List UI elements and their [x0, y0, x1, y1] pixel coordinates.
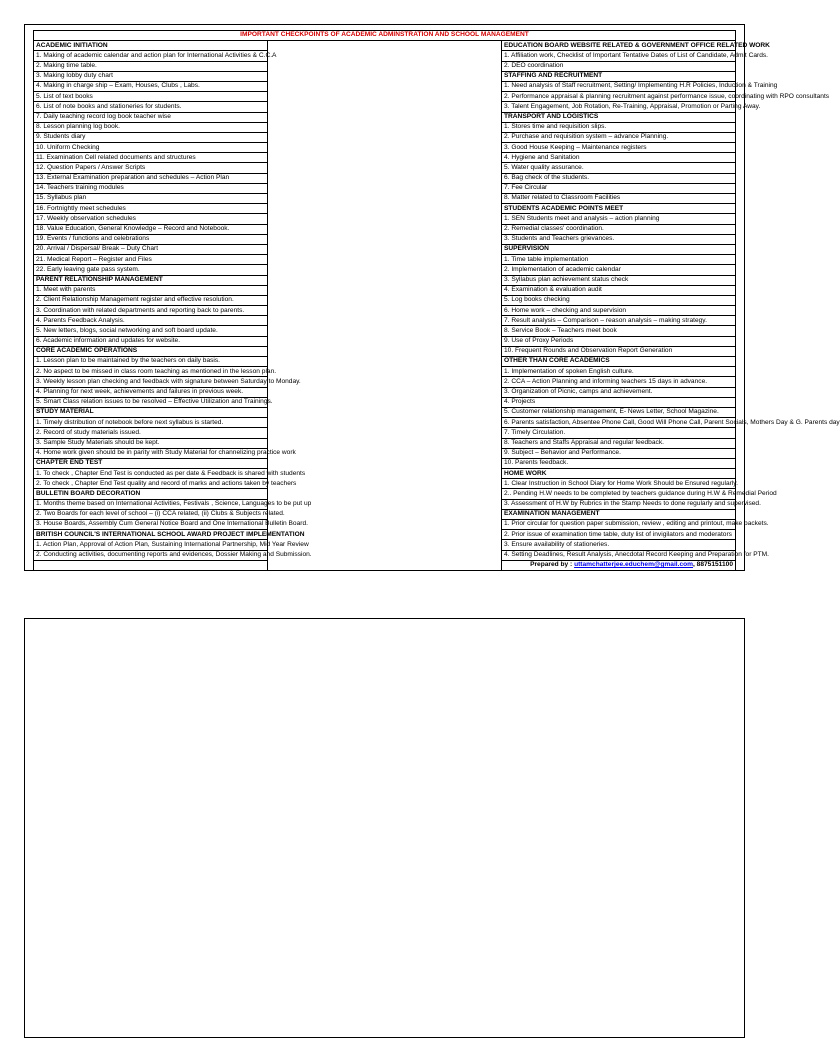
column-gap [268, 204, 502, 214]
column-gap [268, 265, 502, 275]
table-row [34, 469, 736, 479]
column-gap [268, 214, 502, 224]
checkpoint-item: 1. Need analysis of Staff recruitment, Setting/ Implementing H.R Policies, Induction & Training [502, 81, 736, 91]
table-row [34, 255, 736, 265]
column-gap [268, 143, 502, 153]
section-heading: STAFFING AND RECRUITMENT [502, 71, 736, 81]
table-row [34, 448, 736, 458]
table-row [34, 143, 736, 153]
table-row [34, 285, 736, 295]
checkpoint-item: 6. Parents satisfaction, Absentee Phone Call, Good Will Phone Call, Parent Socials, Mothers Day & G. Parents day [502, 418, 736, 428]
document-page-1 [24, 24, 840, 571]
checkpoint-item: 4. Home work given should be in parity with Study Material for channelizing practice work [34, 448, 268, 458]
checkpoint-item: 10. Frequent Rounds and Observation Report Generation [502, 346, 736, 356]
table-row [34, 244, 736, 254]
table-row [34, 458, 736, 468]
table-row [34, 540, 736, 550]
column-gap [268, 112, 502, 122]
checkpoint-item: 5. Smart Class relation issues to be resolved – Effective Utilization and Trainings. [34, 397, 268, 407]
checkpoint-item: 2. Conducting activities, documenting reports and evidences, Dossier Making and Submission. [34, 550, 268, 560]
column-gap [268, 183, 502, 193]
author-phone: , 8875151100 [693, 561, 733, 569]
checkpoint-item: 7. Daily teaching record log book teacher wise [34, 112, 268, 122]
checkpoint-item: 1. Lesson plan to be maintained by the teachers on daily basis. [34, 357, 268, 367]
checkpoint-item: 1. Making of academic calendar and action plan for International Activities & C.C.A [34, 51, 268, 61]
column-gap [268, 102, 502, 112]
checkpoint-item: 3. Sample Study Materials should be kept. [34, 438, 268, 448]
table-row [34, 112, 736, 122]
checkpoint-item: 7. Timely Circulation. [502, 428, 736, 438]
checkpoint-item: 2. Implementation of academic calendar [502, 265, 736, 275]
column-gap [268, 41, 502, 51]
checkpoint-item: 4. Making in charge ship – Exam, Houses, Clubs , Labs. [34, 81, 268, 91]
checkpoint-item: 6. List of note books and stationeries for students. [34, 102, 268, 112]
table-row [34, 71, 736, 81]
checkpoint-item: 2. Remedial classes' coordination. [502, 224, 736, 234]
checkpoint-item: 13. External Examination preparation and schedules – Action Plan [34, 173, 268, 183]
checkpoint-item: 10. Parents feedback. [502, 458, 736, 468]
column-gap [268, 81, 502, 91]
checkpoint-item: 8. Matter related to Classroom Facilities [502, 194, 736, 204]
document-title: IMPORTANT CHECKPOINTS OF ACADEMIC ADMINSTRATION AND SCHOOL MANAGEMENT [34, 31, 736, 41]
checkpoint-item: 3. Students and Teachers grievances. [502, 234, 736, 244]
column-gap [268, 428, 502, 438]
table-row [34, 509, 736, 519]
checkpoint-item: 2. Prior issue of examination time table, duty list of invigilators and moderators [502, 530, 736, 540]
title-row [34, 31, 736, 41]
column-gap [268, 418, 502, 428]
checkpoint-item: 2. Record of study materials issued. [34, 428, 268, 438]
checkpoint-item: 7. Result analysis – Comparison – reason analysis – making strategy. [502, 316, 736, 326]
checkpoint-item: 2.. Pending H.W needs to be completed by teachers guidance during H.W & Remedial Period [502, 489, 736, 499]
column-gap [268, 71, 502, 81]
checkpoint-item: 18. Value Education, General Knowledge – Record and Notebook. [34, 224, 268, 234]
table-row [34, 265, 736, 275]
checkpoint-item: 9. Use of Proxy Periods [502, 336, 736, 346]
table-row [34, 428, 736, 438]
checkpoint-item: 15. Syllabus plan [34, 194, 268, 204]
checkpoint-item: 2. CCA – Action Planning and informing teachers 15 days in advance. [502, 377, 736, 387]
table-row [34, 479, 736, 489]
table-row [34, 520, 736, 530]
column-gap [268, 295, 502, 305]
column-gap [268, 285, 502, 295]
table-row [34, 102, 736, 112]
checkpoint-item: 1. Implementation of spoken English culture. [502, 367, 736, 377]
column-gap [268, 367, 502, 377]
checkpoint-item: 8. Teachers and Staffs Appraisal and regular feedback. [502, 438, 736, 448]
checkpoint-item: 1. Timely distribution of notebook before next syllabus is started. [34, 418, 268, 428]
checkpoint-item: 2. Two Boards for each level of school – (i) CCA related, (ii) Clubs & Subjects related. [34, 509, 268, 519]
table-row [34, 438, 736, 448]
column-gap [268, 346, 502, 356]
checkpoint-item: 16. Fortnightly meet schedules [34, 204, 268, 214]
column-gap [268, 244, 502, 254]
checkpoint-item: 1. Months theme based on International Activities, Festivals , Science, Languages to be put up [34, 499, 268, 509]
table-row [34, 81, 736, 91]
checkpoint-item: 11. Examination Cell related documents and structures [34, 153, 268, 163]
section-heading: STUDY MATERIAL [34, 407, 268, 417]
column-gap [268, 387, 502, 397]
column-gap [268, 357, 502, 367]
table-row [34, 183, 736, 193]
checkpoint-item: 2. Purchase and requisition system – advance Planning. [502, 132, 736, 142]
column-gap [268, 336, 502, 346]
checkpoint-item: 9. Students diary [34, 132, 268, 142]
table-row [34, 346, 736, 356]
table-row [34, 387, 736, 397]
prepared-by [502, 560, 736, 570]
table-row [34, 499, 736, 509]
checkpoints-table [33, 30, 840, 571]
table-row [34, 275, 736, 285]
section-heading: TRANSPORT AND LOGISTICS [502, 112, 736, 122]
checkpoint-item: 1. Stores time and requisition slips. [502, 122, 736, 132]
checkpoint-item: 6. Bag check of the students. [502, 173, 736, 183]
table-row [34, 326, 736, 336]
table-row [34, 61, 736, 71]
column-gap [268, 448, 502, 458]
column-gap [268, 163, 502, 173]
checkpoint-item: 19. Events / functions and celebrations [34, 234, 268, 244]
column-gap [268, 234, 502, 244]
table-row [34, 407, 736, 417]
checkpoint-item: 4. Planning for next week, achievements and failures in previous week. [34, 387, 268, 397]
author-email-link[interactable]: uttamchatterjee.educhem@gmail.com [574, 561, 694, 569]
checkpoint-item: 1. Time table implementation [502, 255, 736, 265]
column-gap [268, 173, 502, 183]
checkpoint-item: 3. Making lobby duty chart [34, 71, 268, 81]
checkpoint-item: 14. Teachers training modules [34, 183, 268, 193]
table-row [34, 51, 736, 61]
table-row [34, 295, 736, 305]
checkpoint-item: 9. Subject – Behavior and Performance. [502, 448, 736, 458]
checkpoint-item: 3. Organization of Picnic, camps and achievement. [502, 387, 736, 397]
table-row [34, 204, 736, 214]
table-row [34, 173, 736, 183]
checkpoint-item: 2. DEO coordination [502, 61, 736, 71]
table-row [34, 41, 736, 51]
table-row [34, 489, 736, 499]
checkpoint-item: 4. Hygiene and Sanitation [502, 153, 736, 163]
footer-empty-cell [34, 560, 268, 570]
table-row [34, 530, 736, 540]
section-heading: PARENT RELATIONSHIP MANAGEMENT [34, 275, 268, 285]
section-heading: CORE ACADEMIC OPERATIONS [34, 346, 268, 356]
table-row [34, 397, 736, 407]
checkpoint-item: 7. Fee Circular [502, 183, 736, 193]
checkpoint-item: 21. Medical Report – Register and Files [34, 255, 268, 265]
checkpoint-item: 4. Parents Feedback Analysis. [34, 316, 268, 326]
document-page-2 [24, 618, 745, 1038]
table-row [34, 550, 736, 560]
column-gap [268, 122, 502, 132]
column-gap [268, 407, 502, 417]
section-heading: BULLETIN BOARD DECORATION [34, 489, 268, 499]
column-gap [268, 489, 502, 499]
column-gap [268, 255, 502, 265]
checkpoint-item: 2. To check , Chapter End Test quality and record of marks and actions taken by teachers [34, 479, 268, 489]
table-row [34, 214, 736, 224]
table-row [34, 234, 736, 244]
table-row [34, 336, 736, 346]
footer-row [34, 560, 736, 570]
table-row [34, 153, 736, 163]
checkpoint-item: 3. Talent Engagement, Job Rotation, Re-Training, Appraisal, Promotion or Parting Away. [502, 102, 736, 112]
column-gap [268, 316, 502, 326]
checkpoint-item: 3. Weekly lesson plan checking and feedback with signature between Saturday to Monday. [34, 377, 268, 387]
checkpoint-item: 3. Good House Keeping – Maintenance registers [502, 143, 736, 153]
column-gap [268, 275, 502, 285]
checkpoint-item: 1. Affiliation work, Checklist of Important Tentative Dates of List of Candidate, Admit Cards. [502, 51, 736, 61]
checkpoint-item: 1. SEN Students meet and analysis – action planning [502, 214, 736, 224]
checkpoint-item: 12. Question Papers / Answer Scripts [34, 163, 268, 173]
table-row [34, 367, 736, 377]
column-gap [268, 132, 502, 142]
section-heading: STUDENTS ACADEMIC POINTS MEET [502, 204, 736, 214]
checkpoint-item: 1. Action Plan, Approval of Action Plan, Sustaining International Partnership, Mid Year Review [34, 540, 268, 550]
checkpoint-item: 2. No aspect to be missed in class room teaching as mentioned in the lesson plan. [34, 367, 268, 377]
checkpoint-item: 3. Coordination with related departments and reporting back to parents. [34, 306, 268, 316]
table-row [34, 377, 736, 387]
checkpoint-item: 3. House Boards, Assembly Cum General Notice Board and One International Bulletin Board. [34, 520, 268, 530]
table-row [34, 316, 736, 326]
checkpoint-item: 2. Client Relationship Management register and effective resolution. [34, 295, 268, 305]
column-gap [268, 224, 502, 234]
column-gap [268, 560, 502, 570]
checkpoint-item: 8. Lesson planning log book. [34, 122, 268, 132]
checkpoint-item: 5. List of text books [34, 92, 268, 102]
checkpoint-item: 5. New letters, blogs, social networking and soft board update. [34, 326, 268, 336]
checkpoint-item: 4. Projects [502, 397, 736, 407]
checkpoint-item: 5. Customer relationship management, E- News Letter, School Magazine. [502, 407, 736, 417]
column-gap [268, 479, 502, 489]
column-gap [268, 61, 502, 71]
checkpoint-item: 2. Making time table. [34, 61, 268, 71]
column-gap [268, 438, 502, 448]
checkpoint-item: 22. Early leaving gate pass system. [34, 265, 268, 275]
section-heading: EXAMINATION MANAGEMENT [502, 509, 736, 519]
column-gap [268, 153, 502, 163]
column-gap [268, 458, 502, 468]
checkpoint-item: 5. Water quality assurance. [502, 163, 736, 173]
column-gap [268, 194, 502, 204]
table-row [34, 306, 736, 316]
section-heading: OTHER THAN CORE ACADEMICS [502, 357, 736, 367]
section-heading: ACADEMIC INITIATION [34, 41, 268, 51]
column-gap [268, 306, 502, 316]
checkpoint-item: 1. Meet with parents [34, 285, 268, 295]
table-row [34, 163, 736, 173]
checkpoint-item: 5. Log books checking [502, 295, 736, 305]
checkpoint-item: 2. Performance appraisal & planning recruitment against performance issue, coordinating with RPO consultants [502, 92, 736, 102]
checkpoint-item: 10. Uniform Checking [34, 143, 268, 153]
table-row [34, 418, 736, 428]
table-row [34, 92, 736, 102]
checkpoint-item: 1. To check , Chapter End Test is conducted as per date & Feedback is shared with students [34, 469, 268, 479]
checkpoint-item: 6. Academic information and updates for website. [34, 336, 268, 346]
section-heading: CHAPTER END TEST [34, 458, 268, 468]
checkpoint-item: 6. Home work – checking and supervision [502, 306, 736, 316]
section-heading: SUPERVISION [502, 244, 736, 254]
prepared-by-label: Prepared by : [530, 561, 575, 569]
checkpoint-item: 1. Prior circular for question paper submission, review , editing and printout, make packets. [502, 520, 736, 530]
column-gap [268, 326, 502, 336]
column-gap [268, 397, 502, 407]
checkpoint-item: 17. Weekly observation schedules [34, 214, 268, 224]
column-gap [268, 92, 502, 102]
checkpoint-item: 3. Syllabus plan achievement status check [502, 275, 736, 285]
checkpoint-item: 1. Clear Instruction in School Diary for Home Work Should be Ensured regularly. [502, 479, 736, 489]
section-heading: BRITISH COUNCIL'S INTERNATIONAL SCHOOL AWARD PROJECT IMPLEMENTATION [34, 530, 268, 540]
checkpoint-item: 20. Arrival / Dispersal/ Break – Duty Chart [34, 244, 268, 254]
checkpoint-item: 8. Service Book – Teachers meet book [502, 326, 736, 336]
section-heading: EDUCATION BOARD WEBSITE RELATED & GOVERNMENT OFFICE RELATED WORK [502, 41, 736, 51]
table-row [34, 224, 736, 234]
column-gap [268, 509, 502, 519]
section-heading: HOME WORK [502, 469, 736, 479]
table-row [34, 122, 736, 132]
column-gap [268, 51, 502, 61]
checkpoint-item: 3. Ensure availability of stationeries. [502, 540, 736, 550]
column-gap [268, 377, 502, 387]
checkpoint-item: 3. Assessment of H.W by Rubrics in the Stamp Needs to done regularly and supervised. [502, 499, 736, 509]
checkpoint-item: 4. Examination & evaluation audit [502, 285, 736, 295]
table-row [34, 132, 736, 142]
checkpoint-item: 4. Setting Deadlines, Result Analysis, Anecdotal Record Keeping and Preparation for PTM. [502, 550, 736, 560]
table-row [34, 357, 736, 367]
table-row [34, 194, 736, 204]
